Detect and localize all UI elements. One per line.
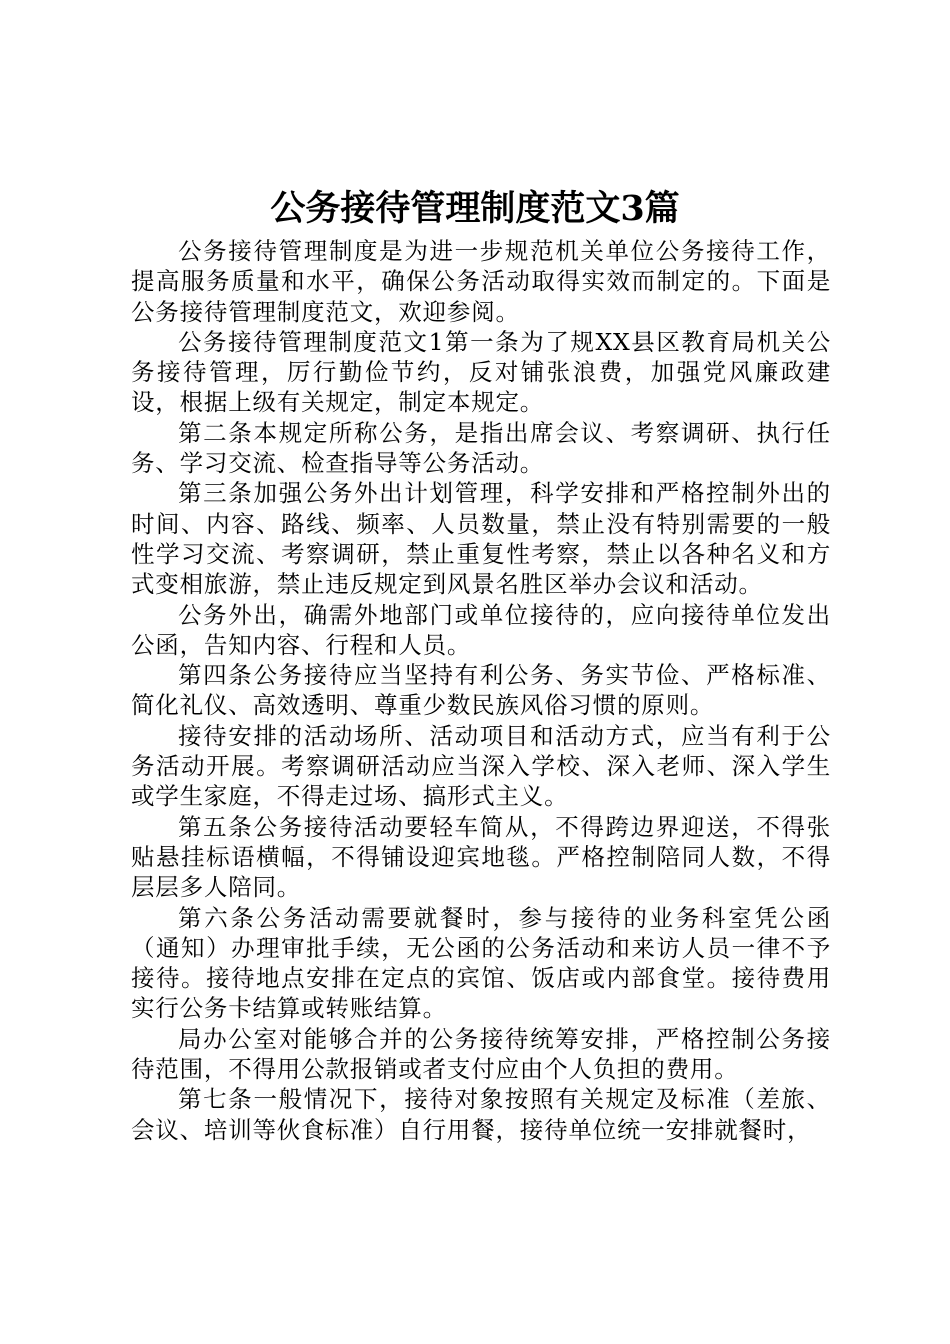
- paragraph: 第三条加强公务外出计划管理，科学安排和严格控制外出的时间、内容、路线、频率、人员数量，禁止没有特别需要的一般性学习交流、考察调研，禁止重复性考察，禁止以各种名义和方式变相旅游，禁止违反规定到风景名胜区举办会议和活动。: [131, 479, 831, 599]
- paragraph: 公务外出，确需外地部门或单位接待的，应向接待单位发出公函，告知内容、行程和人员。: [131, 600, 831, 659]
- paragraph: 公务接待管理制度是为进一步规范机关单位公务接待工作，提高服务质量和水平，确保公务活动取得实效而制定的。下面是公务接待管理制度范文，欢迎参阅。: [131, 237, 831, 326]
- paragraph: 第七条一般情况下，接待对象按照有关规定及标准（差旅、会议、培训等伙食标准）自行用餐，接待单位统一安排就餐时，: [131, 1085, 831, 1144]
- paragraph: 第五条公务接待活动要轻车简从，不得跨边界迎送，不得张贴悬挂标语横幅，不得铺设迎宾地毯。严格控制陪同人数，不得层层多人陪同。: [131, 812, 831, 902]
- document-body: [131, 236, 831, 1145]
- paragraph: 第六条公务活动需要就餐时，参与接待的业务科室凭公函（通知）办理审批手续，无公函的公务活动和来访人员一律不予接待。接待地点安排在定点的宾馆、饭店或内部食堂。接待费用实行公务卡结算或转账结算。: [131, 903, 831, 1023]
- paragraph: 局办公室对能够合并的公务接待统筹安排，严格控制公务接待范围，不得用公款报销或者支付应由个人负担的费用。: [131, 1024, 831, 1084]
- paragraph: 接待安排的活动场所、活动项目和活动方式，应当有利于公务活动开展。考察调研活动应当深入学校、深入老师、深入学生或学生家庭，不得走过场、搞形式主义。: [131, 721, 831, 811]
- document-title: 公务接待管理制度范文3篇: [270, 188, 680, 229]
- paragraph: 第二条本规定所称公务，是指出席会议、考察调研、执行任务、学习交流、检查指导等公务活动。: [131, 418, 831, 478]
- paragraph: 第四条公务接待应当坚持有利公务、务实节俭、严格标准、简化礼仪、高效透明、尊重少数民族风俗习惯的原则。: [131, 661, 831, 720]
- paragraph: 公务接待管理制度范文1第一条为了规XX县区教育局机关公务接待管理，厉行勤俭节约，反对铺张浪费，加强党风廉政建设，根据上级有关规定，制定本规定。: [131, 327, 831, 417]
